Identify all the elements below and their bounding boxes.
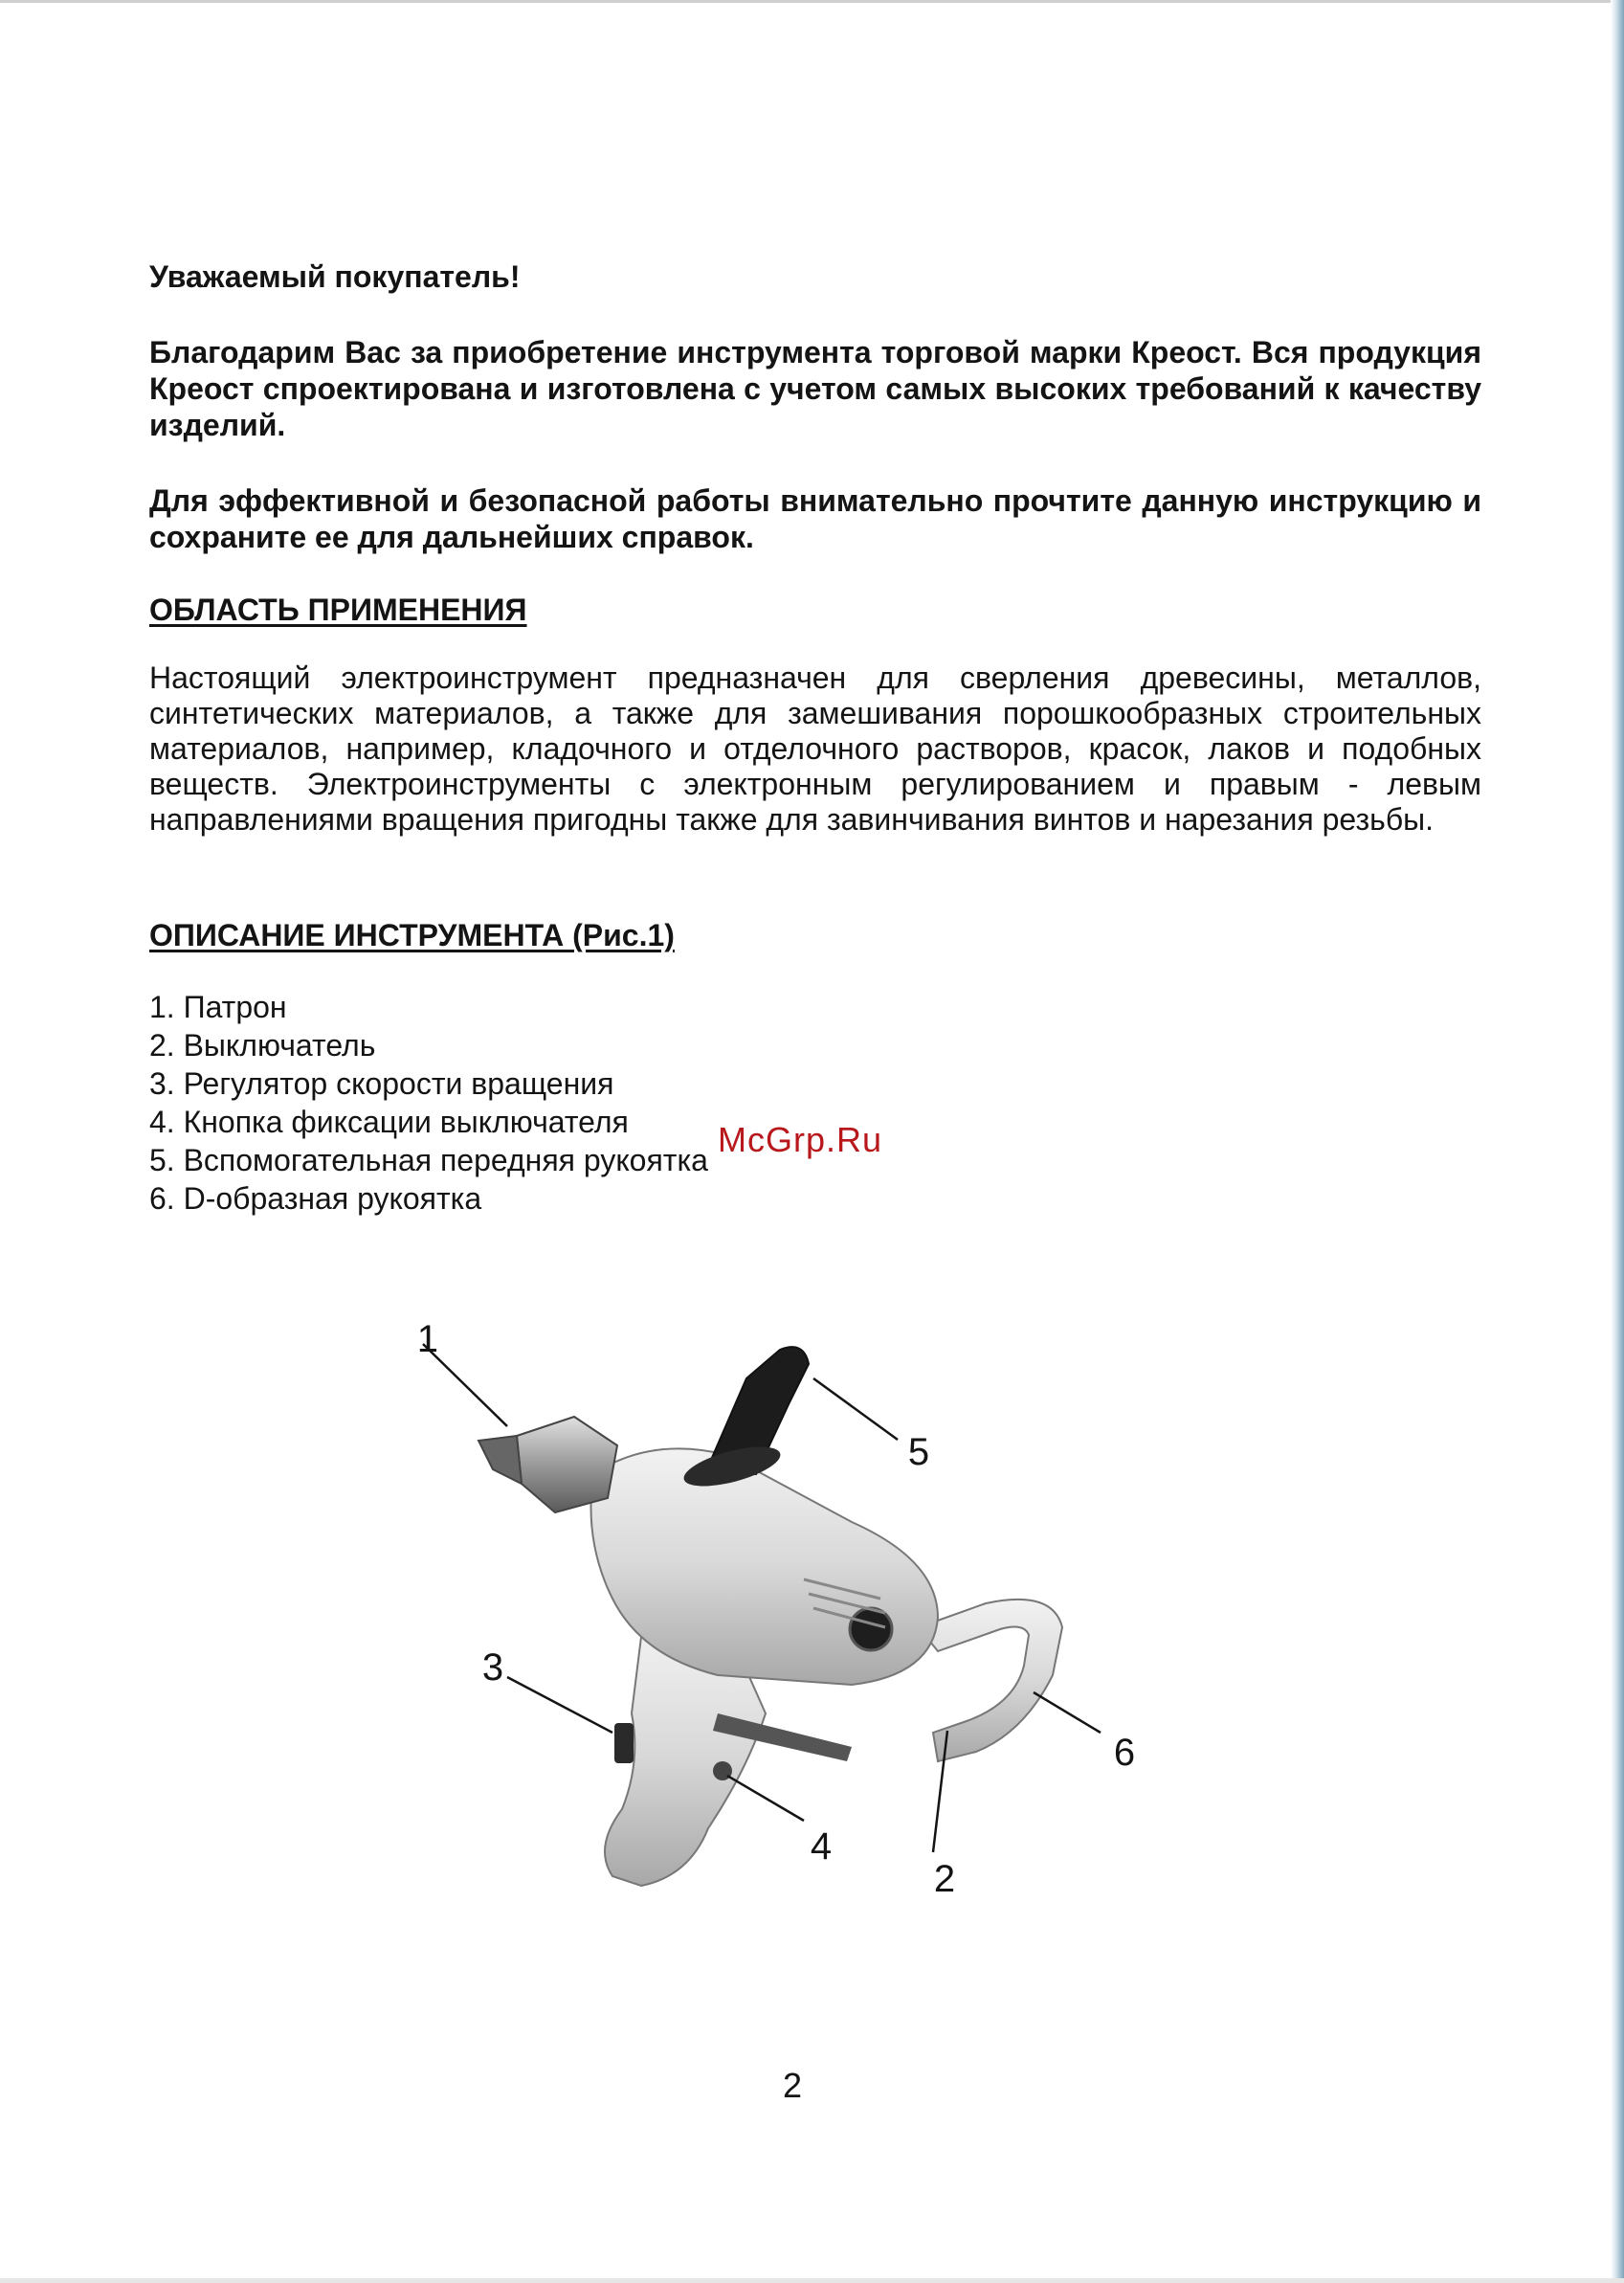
page-bottom-edge [0,2278,1624,2283]
drill-figure [402,1311,1187,1962]
callout-3: 3 [481,1646,504,1689]
callout-line-6 [1034,1692,1101,1733]
callout-4: 4 [810,1825,833,1868]
d-handle [919,1600,1062,1761]
chuck [517,1417,617,1512]
intro-paragraph: Благодарим Вас за приобретение инструмента торговой марки Креост. Вся продукция Креост спроектирована и изготовлена с учетом самых высоких требований к качеству изделий. [149,335,1481,442]
callout-6: 6 [1113,1732,1136,1774]
chuck-tip [478,1436,522,1484]
callout-1: 1 [416,1318,438,1360]
list-item: 4. Кнопка фиксации выключателя [149,1105,629,1139]
instruction-note: Для эффективной и безопасной работы внимательно прочтите данную инструкцию и сохраните ее для дальнейших справок. [149,483,1481,554]
list-item: 5. Вспомогательная передняя рукоятка [149,1143,708,1177]
scope-heading: ОБЛАСТЬ ПРИМЕНЕНИЯ [149,593,527,627]
callout-line-5 [813,1378,898,1440]
list-item: 6. D-образная рукоятка [149,1181,482,1216]
callout-line-3 [507,1677,612,1733]
list-item: 2. Выключатель [149,1028,376,1063]
page-top-edge [0,0,1624,3]
callout-2: 2 [933,1858,956,1900]
watermark: McGrp.Ru [718,1120,883,1159]
description-heading: ОПИСАНИЕ ИНСТРУМЕНТА (Рис.1) [149,918,675,952]
page-right-edge [1611,0,1624,2283]
list-item: 1. Патрон [149,990,287,1024]
callout-5: 5 [907,1431,930,1473]
scope-text: Настоящий электроинструмент предназначен для сверления древесины, металлов, синтетических материалов, а также для замешивания порошкообразных строительных материалов, например, кладочного и отделочного растворов, красок, лаков и подобных веществ. Электроинструменты с электронным регулированием и правым - левым направлениями вращения пригодны также для завинчивания винтов и нарезания резьбы. [149,660,1481,837]
list-item: 3. Регулятор скорости вращения [149,1066,614,1101]
callout-line-4 [727,1776,804,1821]
power-switch [850,1608,892,1650]
page-number: 2 [783,2066,803,2105]
parts-list [149,988,708,1218]
speed-regulator [614,1723,634,1763]
greeting: Уважаемый покупатель! [149,259,521,294]
